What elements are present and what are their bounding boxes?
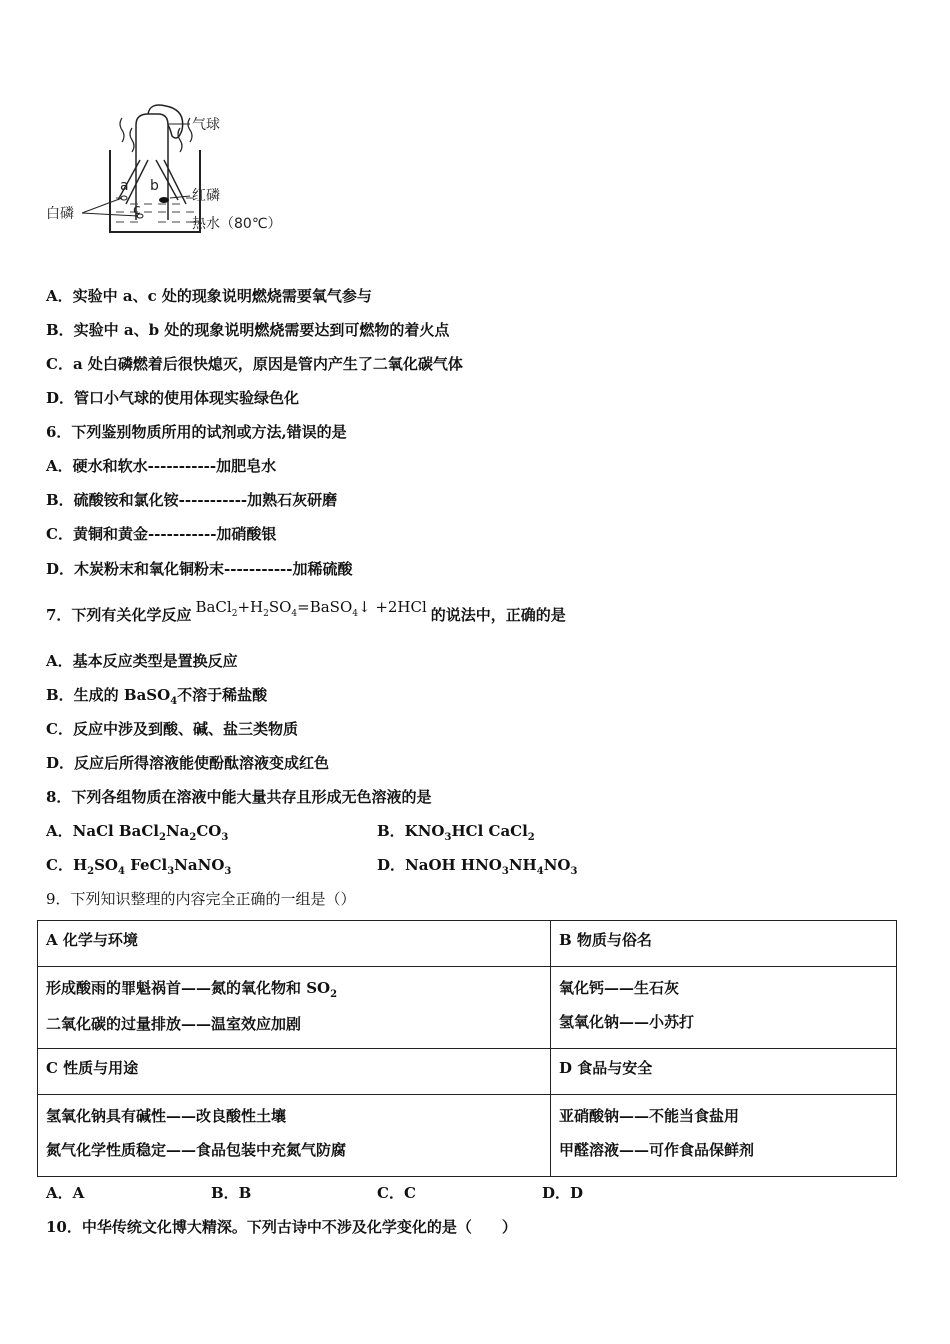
q8-stem: 8．下列各组物质在溶液中能大量共存且形成无色溶液的是 (46, 788, 432, 806)
d-line-2: 甲醛溶液——可作食品保鲜剂 (559, 1141, 755, 1159)
balloon-label: 气球 (192, 117, 220, 133)
q5-option-a: A．实验中 a、c 处的现象说明燃烧需要氧气参与 (46, 287, 372, 305)
q6-option-d: D．木炭粉末和氧化铜粉末-----------加稀硫酸 (46, 560, 353, 578)
q9-option-c: C．C (377, 1184, 416, 1202)
apparatus-figure (40, 100, 320, 240)
q8-option-b: B．$KNO_3HCl$ CaCl$_2$ (377, 822, 535, 843)
c-line-1: 氢氧化钠具有碱性——改良酸性土壤 (46, 1107, 287, 1125)
q8-option-a: A．NaCl $BaCl_2Na_2CO_3$ (46, 822, 229, 843)
table-cell-d-body (551, 1095, 897, 1177)
table-cell-c-body (38, 1095, 551, 1177)
white-phosphorus-label: 白磷 (46, 206, 74, 222)
table-cell-b-body (551, 967, 897, 1049)
q9-knowledge-table (37, 920, 897, 1177)
label-b: b (150, 178, 159, 194)
table-cell-a-body (38, 967, 551, 1049)
a-line-1: 形成酸雨的罪魁祸首——氮的氧化物和 $SO_2$ (46, 979, 338, 1000)
q6-stem: 6．下列鉴别物质所用的试剂或方法,错误的是 (46, 423, 347, 441)
q7-stem-prefix: 7．下列有关化学反应 (46, 606, 192, 624)
q9-option-b: B．B (211, 1184, 252, 1202)
table-cell-d-head: D 食品与安全 (551, 1049, 897, 1095)
b-line-2: 氢氧化钠——小苏打 (559, 1013, 695, 1031)
c-line-2: 氮气化学性质稳定——食品包装中充氮气防腐 (46, 1141, 347, 1159)
d-line-1: 亚硝酸钠——不能当食盐用 (559, 1107, 740, 1125)
q5-option-d: D．管口小气球的使用体现实验绿色化 (46, 389, 300, 407)
q7-option-d: D．反应后所得溶液能使酚酞溶液变成红色 (46, 754, 330, 772)
q5-option-b: B．实验中 a、b 处的现象说明燃烧需要达到可燃物的着火点 (46, 321, 450, 339)
q7-option-c: C．反应中涉及到酸、碱、盐三类物质 (46, 720, 298, 738)
q7-stem-suffix: 的说法中，正确的是 (430, 606, 566, 624)
q6-option-a: A．硬水和软水-----------加肥皂水 (46, 457, 277, 475)
q6-option-b: B．硫酸铵和氯化铵-----------加熟石灰研磨 (46, 491, 338, 509)
a-line-2: 二氧化碳的过量排放——温室效应加剧 (46, 1015, 302, 1033)
q9-option-d: D．D (542, 1184, 584, 1202)
q5-option-c: C．a 处白磷燃着后很快熄灭，原因是管内产生了二氧化碳气体 (46, 355, 463, 373)
red-phosphorus-label: 红磷 (192, 188, 220, 204)
q8-option-c: C．$H_2SO_4$ FeCl$_3$NaNO$_3$ (46, 856, 232, 877)
q9-option-a: A．A (46, 1184, 85, 1202)
label-c: c (133, 202, 141, 218)
q7-stem (46, 598, 566, 632)
q9-stem: 9．下列知识整理的内容完全正确的一组是（） (46, 890, 356, 908)
q7-option-a: A．基本反应类型是置换反应 (46, 652, 238, 670)
table-cell-b-head: B 物质与俗名 (551, 921, 897, 967)
table-cell-c-head: C 性质与用途 (38, 1049, 551, 1095)
red-phosphorus-lump (159, 197, 169, 203)
q7-equation: $BaCl_2+H_2SO_4=BaSO_4↓ +2HCl$ (195, 598, 427, 619)
q8-option-d: D．NaOH $HNO_3NH_4NO_3$ (377, 856, 578, 877)
label-a: a (120, 178, 129, 194)
table-cell-a-head: A 化学与环境 (38, 921, 551, 967)
b-line-1: 氧化钙——生石灰 (559, 979, 680, 997)
q10-stem: 10．中华传统文化博大精深。下列古诗中不涉及化学变化的是（ ） (46, 1218, 517, 1236)
q7-option-b: B．生成的 BaSO$_4$不溶于稀盐酸 (46, 686, 268, 707)
hot-water-label: 热水（80℃） (192, 216, 282, 232)
q6-option-c: C．黄铜和黄金-----------加硝酸银 (46, 525, 277, 543)
